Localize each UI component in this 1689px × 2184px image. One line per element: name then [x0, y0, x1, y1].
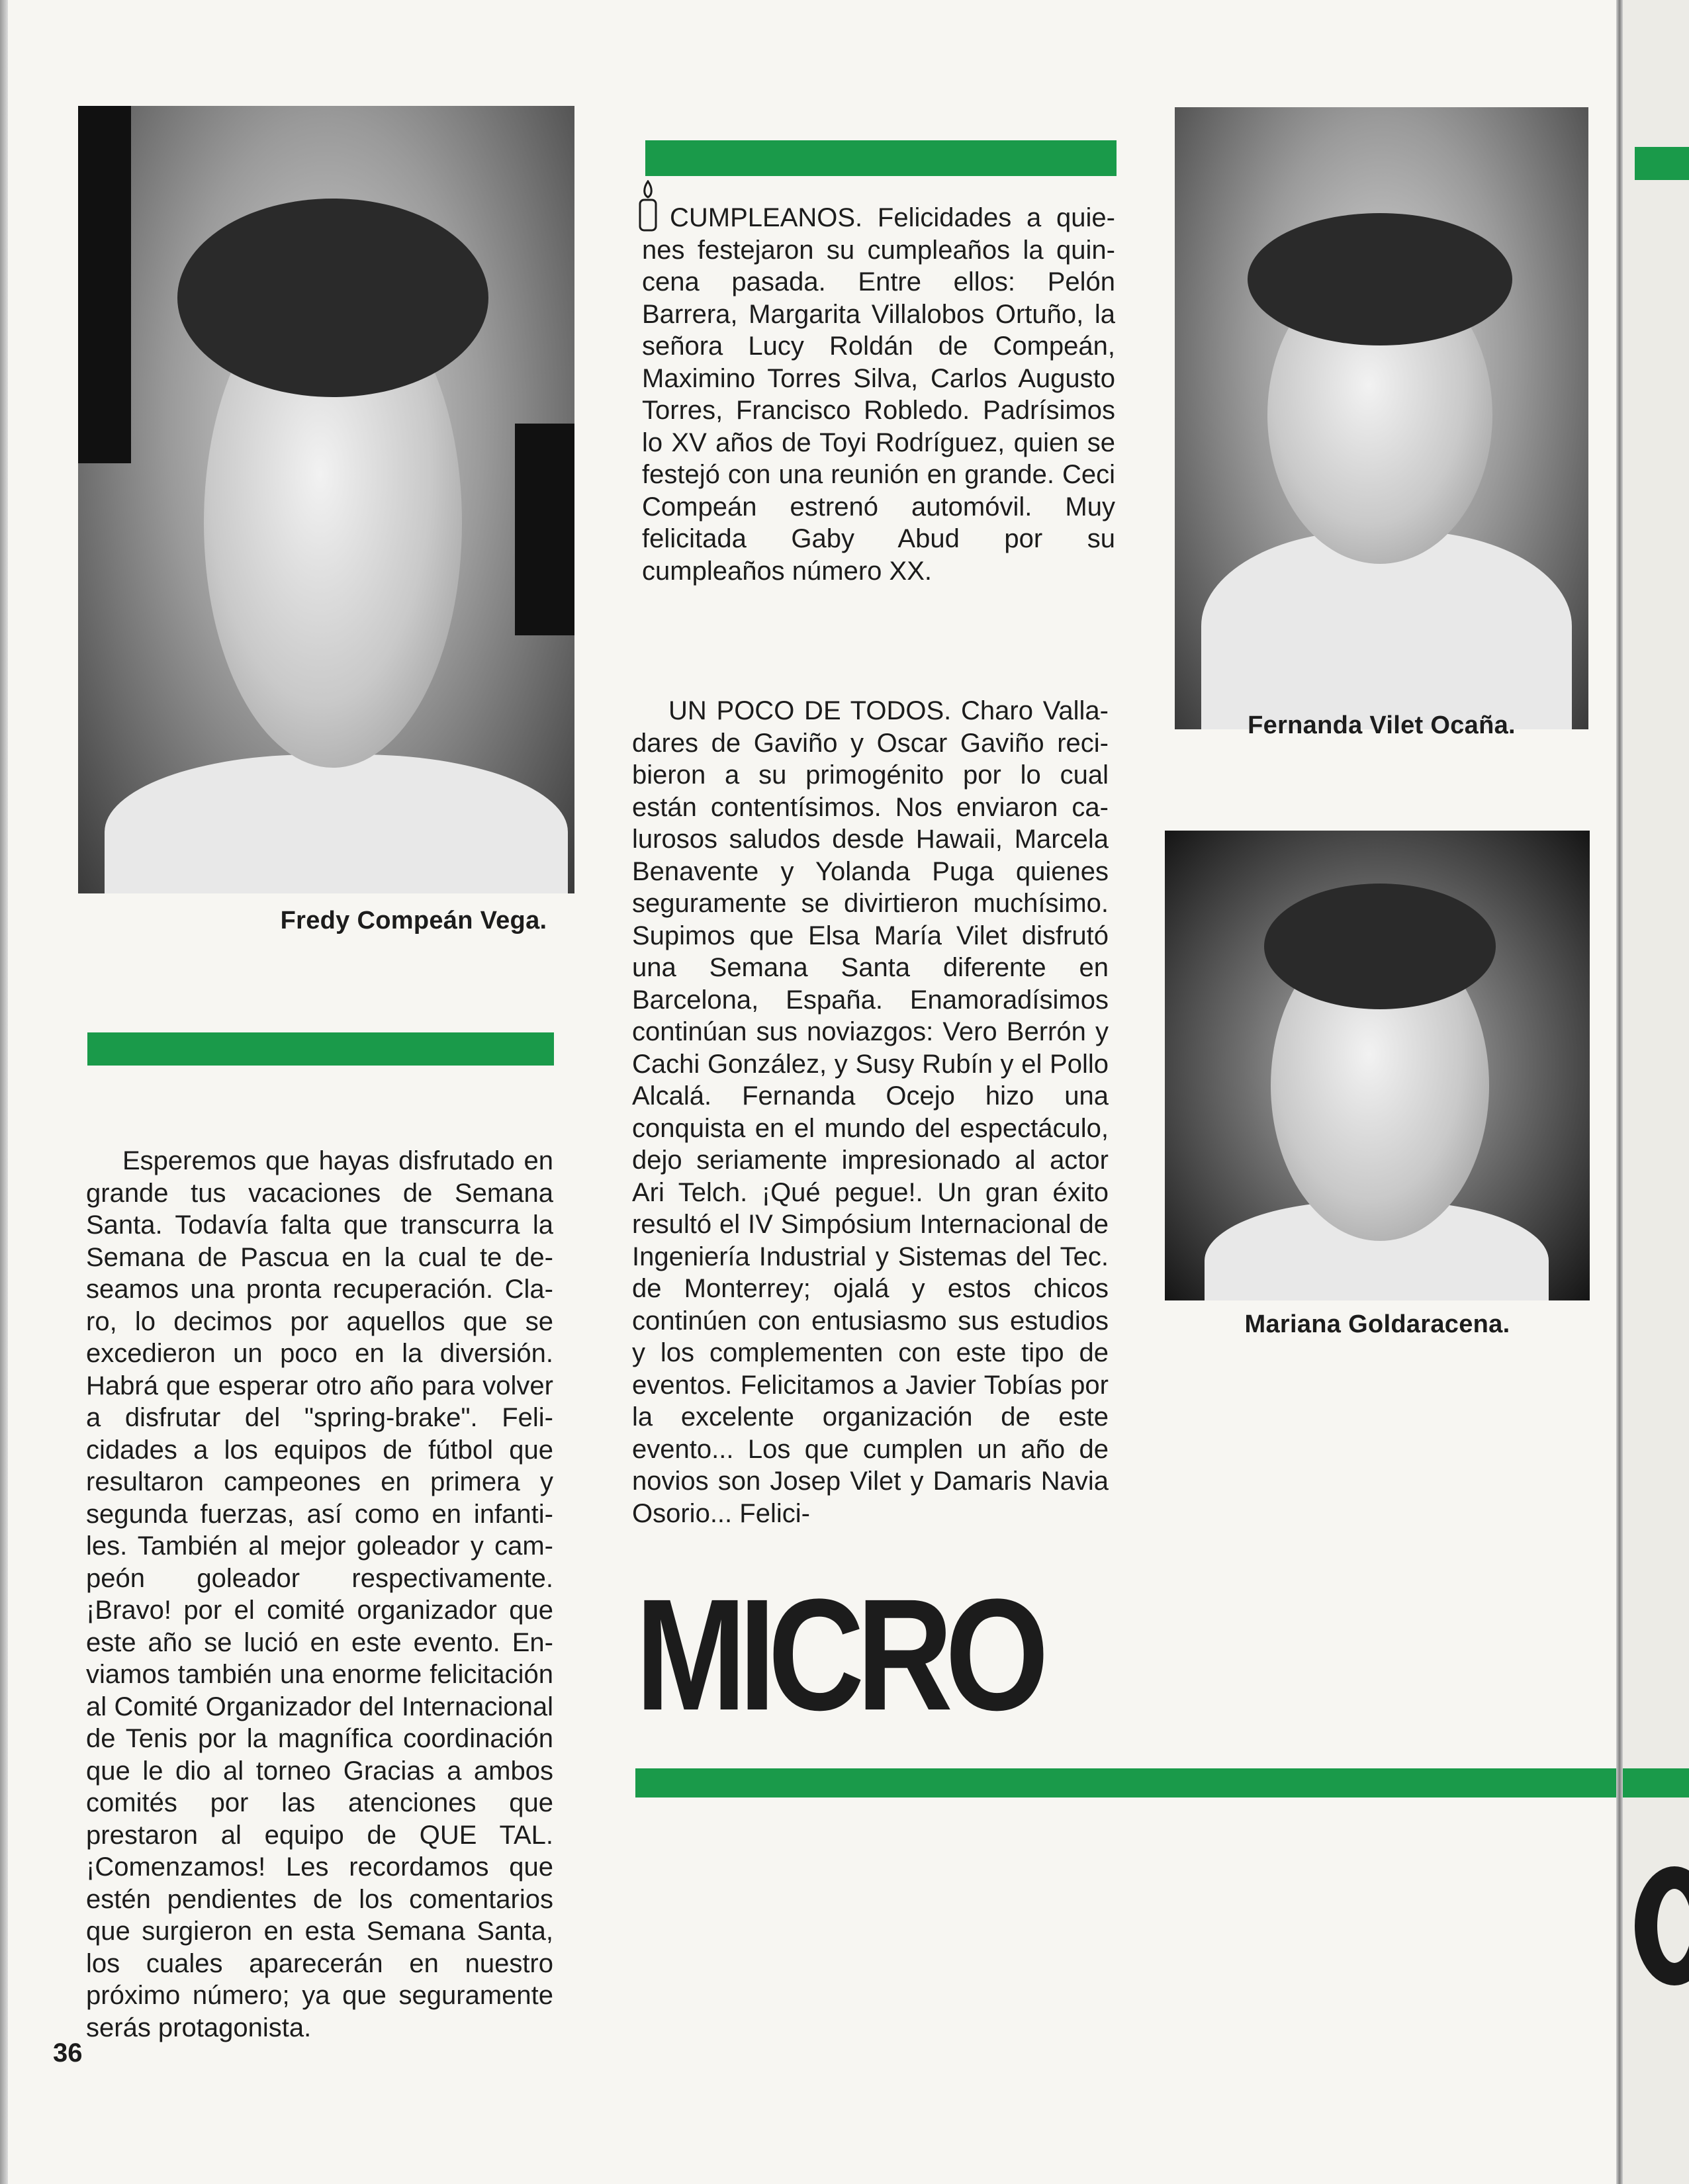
photo-backdrop [515, 424, 574, 635]
photo-hair [177, 199, 488, 397]
next-page-bar-bottom [1623, 1768, 1689, 1797]
next-page-edge [1623, 0, 1689, 2184]
photo-hair [1264, 884, 1496, 1009]
page-gutter [0, 0, 8, 2184]
section-title-micro: MICRO [635, 1566, 1042, 1743]
section-bar-cumpleanos [645, 140, 1117, 176]
article-un-poco-de-todos: UN POCO DE TODOS. Charo Valladares de Gaviño y Oscar Gaviño recibieron a su primogénito por lo cual están contentísimos. Nos enviaron calurosos saludos desde Hawaii, Marcela Benavente y Yolanda Puga quienes seguramente se divirtieron muchísimo. Supimos que Elsa María Vilet disfrutó una Semana Santa diferente en Barcelona, España. Enamoradísimos continúan sus noviazgos: Vero Berrón y Cachi González, y Susy Rubín y el Pollo Alcalá. Fernanda Ocejo hizo una conquista en el mundo del espectáculo, dejo seriamente impresionado al actor Ari Telch. ¡Qué pegue!. Un gran éxito resultó el IV Simpósium Internacional de Ingeniería Industrial y Sistemas del Tec. de Monterrey; ojalá y estos chicos continúen con entusiasmo sus estudios y los complementen con este tipo de eventos. Felicitamos a Javier Tobías por la excelente organización de este evento... Los que cumplen un año de novios son Josep Vilet y Damaris Navia Osorio... Felici- [632, 696, 1109, 1528]
photo-mariana [1165, 831, 1590, 1300]
photo-fernanda [1175, 107, 1588, 729]
caption-fernanda: Fernanda Vilet Ocaña. [1248, 711, 1516, 739]
photo-shirt [105, 754, 568, 893]
next-page-bar-top [1635, 147, 1689, 180]
section-bar-left [87, 1032, 554, 1066]
photo-hair [1248, 213, 1512, 345]
caption-mariana: Mariana Goldaracena. [1244, 1310, 1510, 1338]
article-cumpleanos: CUMPLEANOS. Felicidades a quienes festejaron su cumpleaños la quincena pasada. Entre ellos: Pelón Barrera, Margarita Villalobos Ortuño, la señora Lucy Roldán de Compeán, Maximino Torres Silva, Carlos Augusto Torres, Francisco Robledo. Padrísimos lo XV años de Toyi Rodríguez, quien se festejó con una reunión en grande. Ceci Compeán estrenó automóvil. Muy felicitada Gaby Abud por su cumpleaños número XX. [642, 203, 1115, 586]
section-bar-bottom [635, 1768, 1616, 1797]
binding-spine [1616, 0, 1623, 2184]
page-number: 36 [53, 2038, 83, 2068]
photo-backdrop [78, 106, 131, 463]
caption-fredy: Fredy Compeán Vega. [280, 907, 547, 934]
photo-fredy [78, 106, 574, 893]
article-semana-santa: Esperemos que hayas disfrutado en grande tus vacaciones de Semana Santa. Todavía falta que transcurra la Semana de Pascua en la cual te deseamos una pronta recuperación. Claro, lo decimos por aquellos que se excedieron un poco en la diversión. Habrá que esperar otro año para volver a disfrutar del "spring-brake". Felicidades a los equipos de fútbol que resultaron campeones en primera y segunda fuerzas, así como en infantiles. También al mejor goleador y campeón goleador respectivamente. ¡Bravo! por el comité organizador que este año se lució en este evento. Enviamos también una enorme felicitación al Comité Organizador del Internacional de Tenis por la magnífica coordinación que le dio al torneo Gracias a ambos comités por las atenciones que prestaron al equipo de QUE TAL. ¡Comenzamos! Les recordamos que estén pendientes de los comentarios que surgieron en esta Semana Santa, los cuales aparecerán en nuestro próximo número; ya que seguramente serás protagonista. [86, 1146, 553, 2042]
